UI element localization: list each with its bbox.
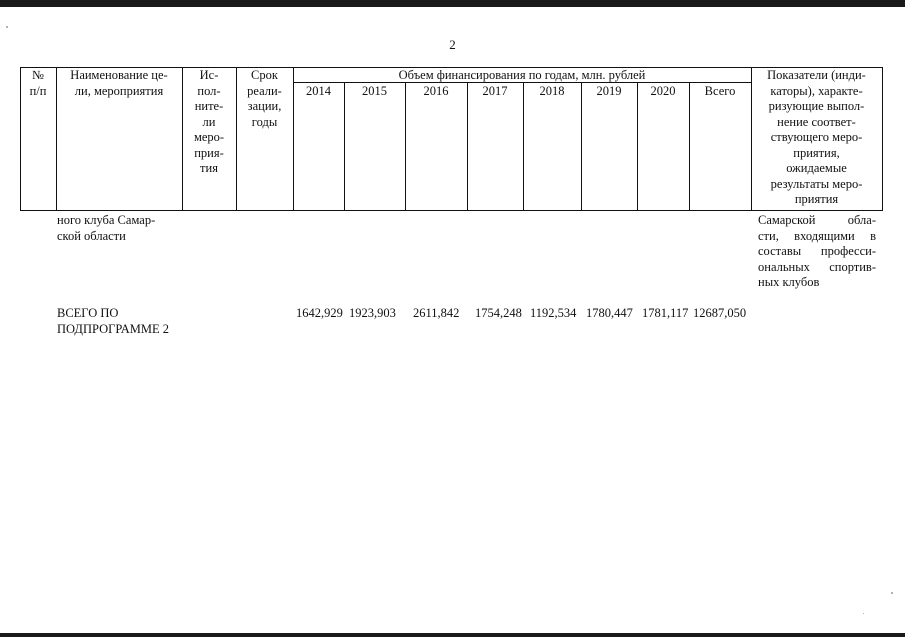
col-border	[523, 82, 524, 211]
header-text-line: нение соответ-	[777, 114, 856, 129]
continuation-row-indicators	[758, 213, 876, 291]
scan-speck	[6, 26, 8, 28]
col-border	[882, 67, 883, 211]
header-bottom-rule	[20, 210, 882, 211]
scan-speck	[891, 592, 893, 594]
row-text-line: ного клуба Самар-	[57, 213, 156, 227]
col-border	[581, 82, 582, 211]
header-text-line: ожидаемые	[786, 161, 847, 175]
col-border	[637, 82, 638, 211]
header-text-line: Ис-	[199, 68, 219, 82]
header-text-line: результаты меро-	[770, 176, 863, 191]
row-text-line: ональных спортив-	[758, 259, 876, 274]
header-text-line: №	[32, 68, 44, 82]
row-text-line: ПОДПРОГРАММЕ 2	[57, 321, 169, 336]
header-text-line: ризующие выпол-	[768, 99, 865, 113]
header-text-line: Наименование це-	[70, 68, 168, 82]
row-text-line: ВСЕГО ПО	[57, 306, 119, 320]
page-number: 2	[449, 37, 456, 52]
header-text-line: ли, мероприятия	[74, 83, 164, 98]
header-year-2016: 2016	[423, 84, 449, 98]
header-year-2018: 2018	[539, 84, 565, 98]
bottom-scan-border	[0, 633, 905, 637]
header-text-line: каторы), характе-	[770, 83, 863, 98]
header-col-number	[20, 68, 56, 99]
total-row-label	[57, 306, 217, 337]
total-value-2017: 1754,248	[475, 306, 522, 320]
header-year-2017: 2017	[482, 84, 508, 98]
col-border	[689, 82, 690, 211]
total-value-2014: 1642,929	[296, 306, 343, 320]
header-year-2015: 2015	[362, 84, 387, 98]
row-text-line: сти, входящими в	[758, 228, 876, 243]
header-text-line: реали-	[247, 83, 282, 98]
continuation-row-name	[57, 213, 181, 244]
total-value-sum: 12687,050	[693, 306, 747, 320]
header-year-2020: 2020	[650, 84, 676, 98]
row-text-line: ных клубов	[758, 275, 820, 289]
header-col-indicators	[751, 68, 882, 208]
header-text-line: тия	[200, 161, 218, 175]
total-value-2015: 1923,903	[349, 306, 396, 320]
header-year-2014: 2014	[306, 84, 331, 98]
header-col-term	[236, 68, 293, 130]
header-financing-title: Объем финансирования по годам, млн. рублей	[398, 68, 646, 82]
header-text-line: приятия,	[793, 145, 840, 160]
row-text-line: ской области	[57, 228, 126, 243]
total-value-2016: 2611,842	[413, 306, 460, 320]
col-border	[467, 82, 468, 211]
header-text-line: ствующего меро-	[770, 130, 863, 144]
header-text-line: ните-	[194, 99, 224, 113]
top-scan-border	[0, 0, 905, 7]
header-year-total: Всего	[704, 84, 736, 98]
header-text-line: Срок	[251, 68, 278, 82]
header-text-line: зации,	[247, 99, 282, 113]
total-value-2018: 1192,534	[530, 306, 577, 320]
header-text-line: годы	[251, 114, 278, 129]
header-text-line: ли	[202, 114, 216, 129]
col-border	[405, 82, 406, 211]
header-text-line: Показатели (инди-	[767, 68, 866, 82]
header-text-line: приятия	[794, 192, 839, 206]
header-text-line: п/п	[29, 83, 47, 98]
total-value-2019: 1780,447	[586, 306, 633, 320]
col-border	[344, 82, 345, 211]
row-text-line: Самарской обла-	[758, 213, 876, 227]
header-text-line: прия-	[194, 145, 224, 160]
header-col-name	[56, 68, 182, 99]
scan-speck	[863, 613, 864, 614]
row-text-line: составы професси-	[758, 244, 876, 258]
header-year-2019: 2019	[596, 84, 622, 98]
header-text-line: пол-	[197, 83, 221, 98]
header-text-line: меро-	[193, 130, 225, 144]
header-col-executors	[182, 68, 236, 177]
total-value-2020: 1781,117	[642, 306, 689, 320]
